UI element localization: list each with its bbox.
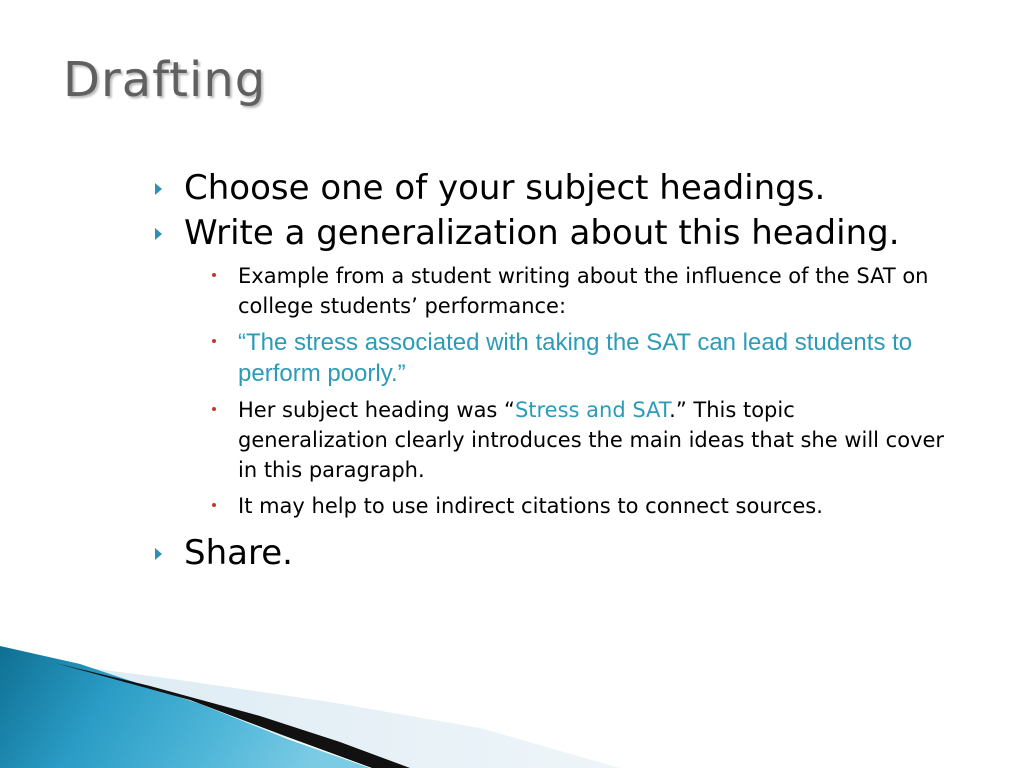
sub-bullet-text: It may help to use indirect citations to connect sources. xyxy=(238,494,823,518)
bullet-text: Share. xyxy=(184,533,293,573)
subject-heading-highlight: Stress and SAT xyxy=(514,398,670,422)
bullet-text: Write a generalization about this heading. xyxy=(184,213,900,253)
sub-bullet-text-start: Her subject heading was “ xyxy=(238,398,515,422)
slide-title: Drafting xyxy=(63,52,267,108)
bullet-text: Choose one of your subject headings. xyxy=(184,168,826,208)
quote-text: “The stress associated with taking the SAT can lead students to perform poorly.” xyxy=(238,329,913,387)
sub-bullet-text: Example from a student writing about the influence of the SAT on college students’ performance: xyxy=(238,264,929,318)
sub-bullet-text-end: .” This topic generalization clearly introduces the main ideas that she will cover in this paragraph. xyxy=(238,398,945,482)
